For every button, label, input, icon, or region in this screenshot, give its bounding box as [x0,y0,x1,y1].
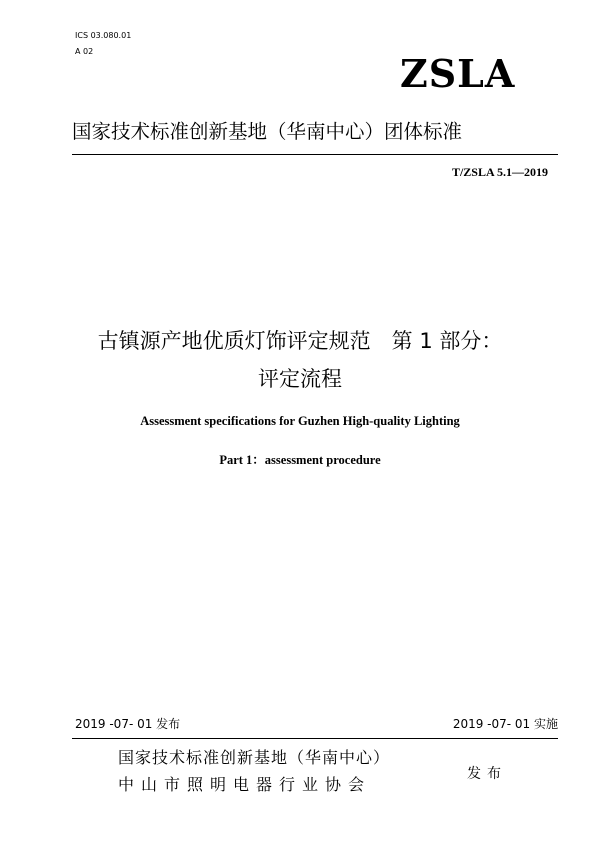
issuer-line2: 中山市照明电器行业协会 [118,775,372,794]
publish-date: 2019 -07- 01 发布 [75,717,181,731]
top-divider-line [72,154,558,155]
ccs-number: A 02 [75,47,94,56]
zsla-logo: ZSLA [400,51,516,96]
bottom-divider-line [72,738,558,739]
implement-date: 2019 -07- 01 实施 [452,717,558,731]
title-english: Assessment specifications for Guzhen High-quality Lighting [140,414,460,428]
title-chinese-line2: 评定流程 [258,367,342,391]
part-english: Part 1：assessment procedure [219,453,381,467]
title-chinese-line1: 古镇源产地优质灯饰评定规范 第 1 部分： [97,329,503,353]
standard-code: T/ZSLA 5.1—2019 [451,165,548,179]
issuer-line1: 国家技术标准创新基地（华南中心） [118,748,391,767]
ics-number: ICS 03.080.01 [75,31,132,40]
issue-label: 发布 [467,766,507,782]
standard-type: 国家技术标准创新基地（华南中心）团体标准 [72,120,463,143]
